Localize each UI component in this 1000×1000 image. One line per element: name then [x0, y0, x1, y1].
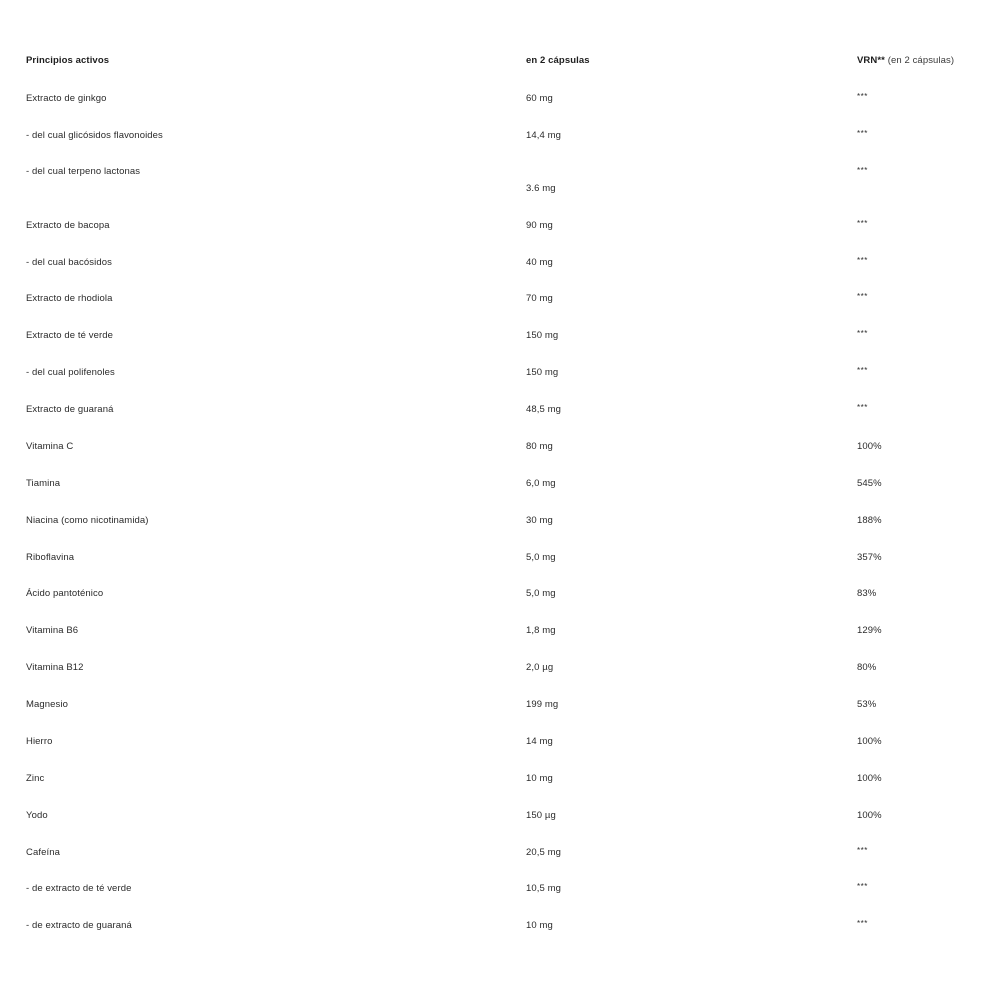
row-name: Vitamina B12 — [26, 662, 84, 673]
row-vrn: 100% — [857, 810, 882, 821]
row-vrn: *** — [857, 129, 868, 138]
row-amount: 60 mg — [526, 93, 553, 104]
row-amount: 5,0 mg — [526, 552, 556, 563]
row-vrn: 80% — [857, 662, 877, 673]
row-vrn: 357% — [857, 552, 882, 563]
row-vrn: *** — [857, 403, 868, 412]
row-name: Ácido pantoténico — [26, 588, 104, 599]
row-amount: 10 mg — [526, 773, 553, 784]
row-name: Riboflavina — [26, 552, 75, 563]
row-name: - del cual terpeno lactonas — [26, 166, 141, 177]
row-name: - del cual glicósidos flavonoides — [26, 130, 163, 141]
header-active-ingredients: Principios activos — [26, 55, 110, 66]
row-amount: 1,8 mg — [526, 625, 556, 636]
row-amount: 10,5 mg — [526, 883, 562, 894]
row-name: Niacina (como nicotinamida) — [26, 515, 149, 526]
row-name: Extracto de bacopa — [26, 220, 110, 231]
row-name: Vitamina C — [26, 441, 74, 452]
row-name: Extracto de guaraná — [26, 404, 114, 415]
row-amount: 90 mg — [526, 220, 553, 231]
row-amount: 14,4 mg — [526, 130, 562, 141]
row-vrn: *** — [857, 882, 868, 891]
row-name: - de extracto de té verde — [26, 883, 132, 894]
row-amount: 20,5 mg — [526, 847, 562, 858]
row-name: Tiamina — [26, 478, 61, 489]
row-name: Hierro — [26, 736, 53, 747]
row-vrn: *** — [857, 219, 868, 228]
row-name: Zinc — [26, 773, 45, 784]
row-vrn: *** — [857, 92, 868, 101]
header-vrn — [857, 55, 954, 67]
row-name: - de extracto de guaraná — [26, 920, 132, 931]
row-vrn: 129% — [857, 625, 882, 636]
row-amount: 30 mg — [526, 515, 553, 526]
row-vrn: *** — [857, 256, 868, 265]
header-vrn-label: VRN** — [857, 55, 885, 66]
row-vrn: *** — [857, 329, 868, 338]
row-vrn: *** — [857, 366, 868, 375]
row-amount: 3.6 mg — [526, 183, 556, 194]
header-vrn-sub: (en 2 cápsulas) — [884, 55, 955, 66]
row-vrn: *** — [857, 919, 868, 928]
row-name: Extracto de té verde — [26, 330, 114, 341]
row-name: Extracto de ginkgo — [26, 93, 107, 104]
row-vrn: *** — [857, 166, 868, 175]
row-amount: 6,0 mg — [526, 478, 556, 489]
header-per-two-capsules: en 2 cápsulas — [526, 55, 590, 66]
row-name: Yodo — [26, 810, 48, 821]
row-amount: 48,5 mg — [526, 404, 562, 415]
row-name: Magnesio — [26, 699, 68, 710]
row-amount: 40 mg — [526, 257, 553, 268]
row-amount: 70 mg — [526, 293, 553, 304]
row-vrn: 53% — [857, 699, 877, 710]
row-amount: 199 mg — [526, 699, 559, 710]
row-amount: 5,0 mg — [526, 588, 556, 599]
row-vrn: 100% — [857, 773, 882, 784]
row-vrn: *** — [857, 846, 868, 855]
row-amount: 150 mg — [526, 330, 559, 341]
row-amount: 150 mg — [526, 367, 559, 378]
row-name: Cafeína — [26, 847, 60, 858]
row-amount: 150 µg — [526, 810, 556, 821]
row-name: - del cual polifenoles — [26, 367, 115, 378]
row-vrn: 545% — [857, 478, 882, 489]
row-vrn: 100% — [857, 441, 882, 452]
row-vrn: 188% — [857, 515, 882, 526]
row-amount: 2,0 µg — [526, 662, 554, 673]
row-amount: 10 mg — [526, 920, 553, 931]
row-amount: 80 mg — [526, 441, 553, 452]
row-name: Vitamina B6 — [26, 625, 79, 636]
row-vrn: *** — [857, 292, 868, 301]
row-vrn: 100% — [857, 736, 882, 747]
row-vrn: 83% — [857, 588, 877, 599]
row-name: - del cual bacósidos — [26, 257, 112, 268]
row-name: Extracto de rhodiola — [26, 293, 113, 304]
row-amount: 14 mg — [526, 736, 553, 747]
